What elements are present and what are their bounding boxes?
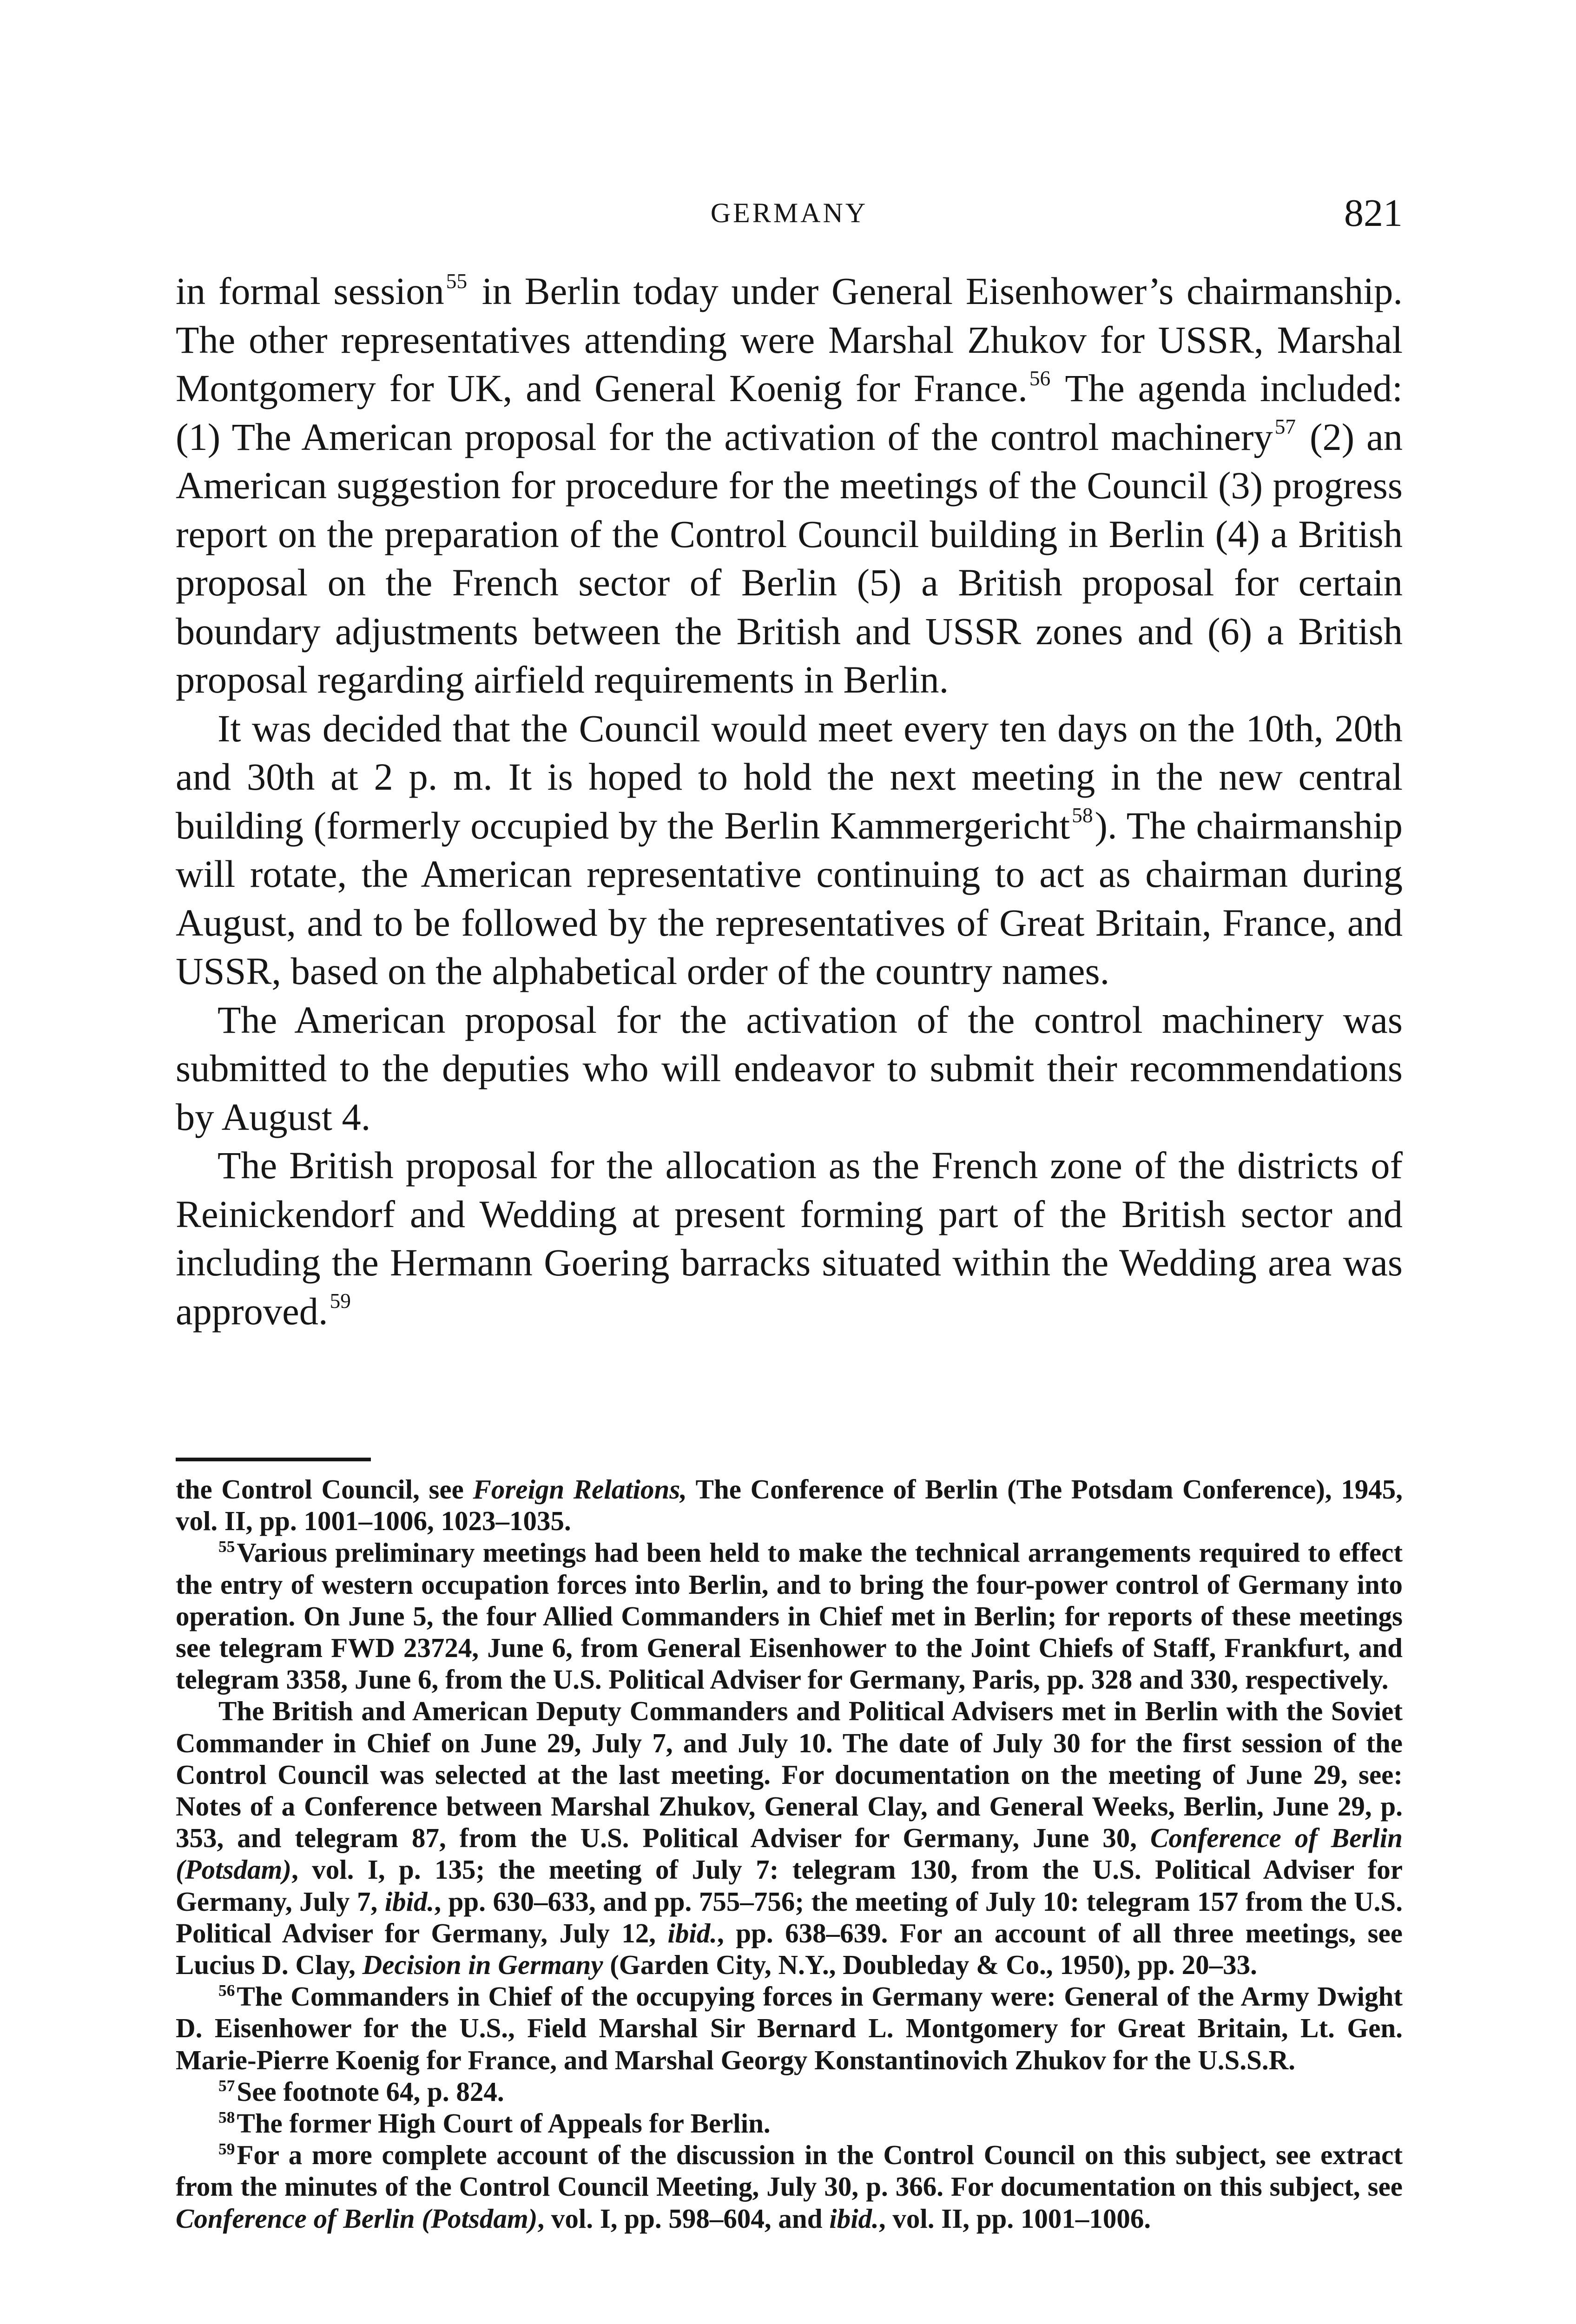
running-title: GERMANY [710,198,868,228]
paragraph-2 [176,704,1403,996]
paragraph-1-text-c: The agenda included: (1) The American proposal for the activation of the control machinery [176,367,1403,458]
footnote-ref-57: 57 [1274,415,1296,439]
footnote-continuation: the Control Council, see Foreign Relations, The Conference of Berlin (The Potsdam Conference), 1945, vol. II, pp. 1001–1006, 1023–1035. [176,1474,1403,1537]
footnote-57: $^{57}$See footnote 64, p. 824. [218,2076,504,2107]
footnote-ref-58: 58 [1072,804,1093,827]
footnote-55-continued: The British and American Deputy Commanders and Political Advisers met in Berlin with the Soviet Commander in Chief on June 29, July 7, and July 10. The date of July 30 for the first session of the Control Council was selected at the last meeting. For documentation on the meeting of June 29, see: Notes of a Conference between Marshal Zhukov, General Clay, and General Weeks, Berlin, June 29, p. 353, and telegram 87, from the U.S. Political Adviser for Germany, June 30, Conference of Berlin (Potsdam), vol. I, p. 135; the meeting of July 7: telegram 130, from the U.S. Political Adviser for Germany, July 7, ibid., pp. 630–633, and pp. 755–756; the meeting of July 10: telegram 157 from the U.S. Political Adviser for Germany, July 12, ibid., pp. 638–639. For an account of all three meetings, see Lucius D. Clay, Decision in Germany (Garden City, N.Y., Doubleday & Co., 1950), pp. 20–33. [176,1696,1403,1981]
paragraph-2-text-b: ). The chairmanship will rotate, the American representative continuing to act as chairman during August, and to be followed by the representatives of Great Britain, France, and USSR, based on the alphabetical order of the country names. [176,804,1403,992]
paragraph-4 [176,1141,1403,1335]
footnote-mark-55: 55 [218,1537,235,1556]
paragraph-1-text-d: (2) an American suggestion for procedure for the meetings of the Council (3) progress report on the preparation of the Control Council building in Berlin (4) a British proposal on the French sector of Berlin (5) a British proposal for certain boundary adjustments between the British and USSR zones and (6) a British proposal regarding airfield requirements in Berlin. [176,415,1403,701]
footnote-mark-59: 59 [218,2139,235,2159]
footnote-55: $^{55}$Various preliminary meetings had been held to make the technical arrangements required to effect the entry of western occupation forces into Berlin, and to bring the four-power control of Germany into operation. On June 5, the four Allied Commanders in Chief met in Berlin; for reports of these meetings see telegram FWD 23724, June 6, from General Eisenhower to the Joint Chiefs of Staff, Frankfurt, and telegram 3358, June 6, from the U.S. Political Adviser for Germany, Paris, pp. 328 and 330, respectively. [176,1537,1403,1695]
main-text [176,267,1403,1335]
paragraph-4-text: The British proposal for the allocation as the French zone of the districts of Reinickendorf and Wedding at present forming part of the British sector and including the Hermann Goering barracks situated within the Wedding area was approved. [176,1144,1403,1333]
footnotes [176,1473,1403,2234]
paragraph-1-text-a: in formal session [176,270,444,312]
footnote-ref-59: 59 [330,1289,351,1313]
running-head [176,191,1403,242]
footnote-mark-56: 56 [218,1981,235,2000]
footnote-mark-57: 57 [218,2076,235,2095]
footnote-divider [176,1458,371,1461]
footnote-mark-58: 58 [218,2107,235,2126]
paragraph-2-text-a: It was decided that the Council would meet every ten days on the 10th, 20th and 30th at 2 p. m. It is hoped to hold the next meeting in the new central building (formerly occupied by the Berlin Kammergericht [176,706,1403,847]
paragraph-3: The American proposal for the activation of the control machinery was submitted to the deputies who will endeavor to submit their recommendations by August 4. [176,998,1403,1138]
footnote-ref-55: 55 [446,269,468,293]
footnote-ref-56: 56 [1029,366,1051,390]
footnote-56: $^{56}$The Commanders in Chief of the occupying forces in Germany were: General of the Army Dwight D. Eisenhower for the U.S., Field Marshal Sir Bernard L. Montgomery for Great Britain, Lt. Gen. Marie-Pierre Koenig for France, and Marshal Georgy Konstantinovich Zhukov for the U.S.S.R. [176,1981,1403,2075]
footnote-58: $^{58}$The former High Court of Appeals for Berlin. [218,2107,771,2139]
footnote-59: $^{59}$For a more complete account of the discussion in the Control Council on this subject, see extract from the minutes of the Control Council Meeting, July 30, p. 366. For documentation on this subject, see Conference of Berlin (Potsdam), vol. I, pp. 598–604, and ibid., vol. II, pp. 1001–1006. [176,2139,1403,2234]
paragraph-1-text-b: in Berlin today under General Eisenhower’s chairmanship. The other representatives attending were Marshal Zhukov for USSR, Marshal Montgomery for UK, and General Koenig for France. [176,270,1403,409]
paragraph-1 [176,267,1403,704]
page-number: 821 [1344,191,1403,235]
